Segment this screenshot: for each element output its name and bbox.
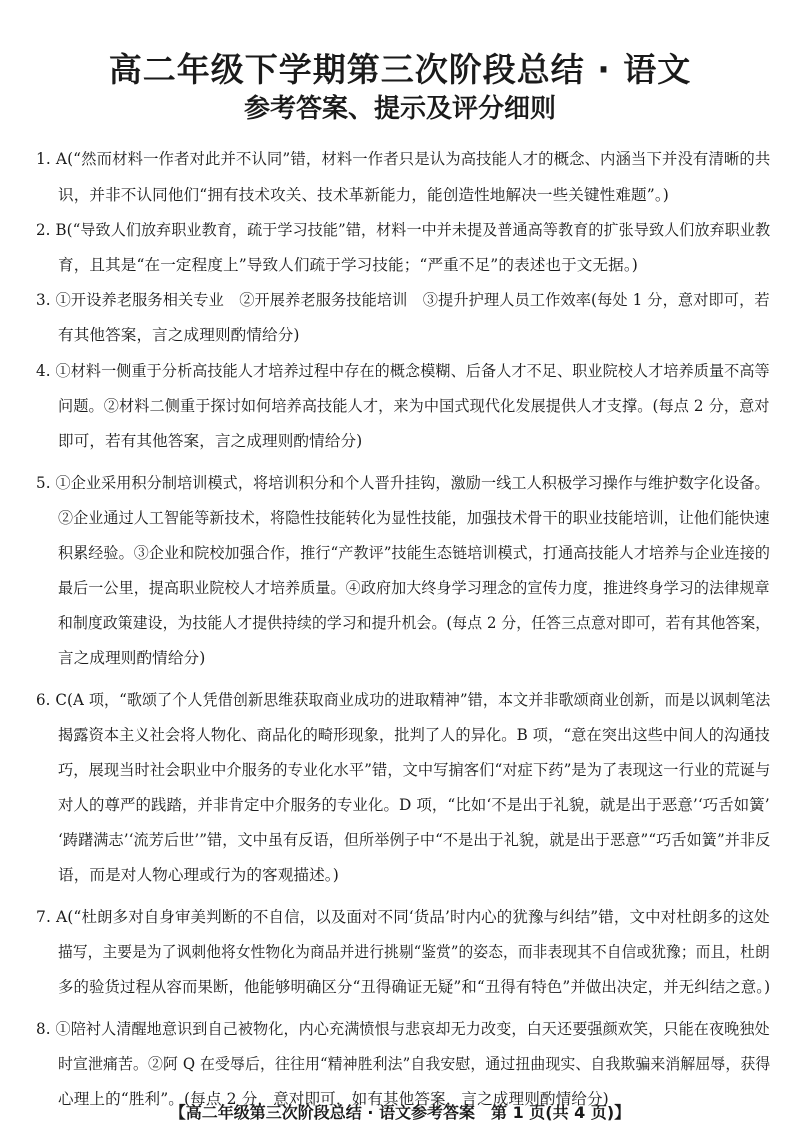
answer-line: ‘踌躇满志’‘流芳后世’”错，文中虽有反语，但所举例子中“不是出于礼貌，就是出于恶意”“巧舌如簧”并非反: [58, 831, 771, 849]
answer-line: 问题。②材料二侧重于探讨如何培养高技能人才，来为中国式现代化发展提供人才支撑。(每点 2 分，意对: [58, 397, 770, 415]
answer-line: 识，并非不认同他们“拥有技术攻关、技术革新能力，能创造性地解决一些关键性难题”。): [58, 186, 669, 204]
answer-line: 最后一公里，提高职业院校人才培养质量。④政府加大终身学习理念的宣传力度，推进终身学习的法律规章: [58, 579, 770, 597]
answer-line: 对人的尊严的践踏，并非肯定中介服务的专业化。D 项，“比如‘不是出于礼貌，就是出于恶意’‘巧舌如簧’: [58, 796, 770, 814]
answer-line: 多的验货过程从容而果断，他能够明确区分“丑得确证无疑”和“丑得有特色”并做出决定，并无纠结之意。): [58, 978, 771, 996]
page-footer: 【高二年级第三次阶段总结 · 语文参考答案 第 1 页(共 4 页)】: [169, 1103, 631, 1122]
answer-line: 语，而是对人物心理或行为的客观描述。): [58, 866, 339, 884]
answer-line: 描写，主要是为了讽刺他将女性物化为商品并进行挑剔“鉴赏”的姿态，而非表现其不自信或犹豫；而且，杜朗: [58, 943, 770, 961]
answer-line: 5. ①企业采用积分制培训模式，将培训积分和个人晋升挂钩，激励一线工人积极学习操作与维护数字化设备。: [36, 474, 770, 492]
answer-line: 即可，若有其他答案，言之成理则酌情给分): [58, 432, 363, 450]
page-subtitle: 参考答案、提示及评分细则: [243, 94, 556, 124]
answer-line: 积累经验。③企业和院校加强合作，推行“产教评”技能生态链培训模式，打通高技能人才培养与企业连接的: [58, 544, 771, 562]
answer-line: 言之成理则酌情给分): [58, 649, 206, 667]
answer-line: 6. C(A 项，“歌颂了个人凭借创新思维获取商业成功的进取精神”错，本文并非歌颂商业创新，而是以讽刺笔法: [36, 691, 771, 709]
answer-line: 巧，展现当时社会职业中介服务的专业化水平”错，文中写掮客们“对症下药”是为了表现这一行业的荒诞与: [58, 761, 771, 779]
answer-line: 2. B(“导致人们放弃职业教育，疏于学习技能”错，材料一中并未提及普通高等教育的扩张导致人们放弃职业教: [36, 221, 771, 239]
answer-line: 8. ①陪衬人清醒地意识到自己被物化，内心充满愤恨与悲哀却无力改变，白天还要强颜欢笑，只能在夜晚独处: [36, 1020, 770, 1038]
answer-line: 7. A(“杜朗多对自身审美判断的不自信，以及面对不同‘货品’时内心的犹豫与纠结”错，文中对杜朗多的这处: [36, 908, 770, 926]
answer-line: 1. A(“然而材料一作者对此并不认同”错，材料一作者只是认为高技能人才的概念、内涵当下并没有清晰的共: [36, 150, 771, 168]
answer-line: 有其他答案，言之成理则酌情给分): [58, 326, 300, 344]
answer-line: ②企业通过人工智能等新技术，将隐性技能转化为显性技能，加强技术骨干的职业技能培训，让他们能快速: [58, 509, 770, 527]
answer-line: 时宣泄痛苦。②阿 Q 在受辱后，往往用“精神胜利法”自我安慰，通过扭曲现实、自我欺骗来消解屈辱，获得: [58, 1055, 771, 1073]
answer-line: 育，且其是“在一定程度上”导致人们疏于学习技能；“严重不足”的表述也于文无据。): [58, 256, 638, 274]
answer-line: 4. ①材料一侧重于分析高技能人才培养过程中存在的概念模糊、后备人才不足、职业院校人才培养质量不高等: [36, 362, 770, 380]
answer-line: 3. ①开设养老服务相关专业 ②开展养老服务技能培训 ③提升护理人员工作效率(每处 1 分，意对即可，若: [36, 291, 770, 309]
answer-line: 和制度政策建设，为技能人才提供持续的学习和提升机会。(每点 2 分，任答三点意对即可，若有其他答案，: [58, 614, 771, 632]
answer-line: 揭露资本主义社会将人物化、商品化的畸形现象，批判了人的异化。B 项，“意在突出这些中间人的沟通技: [58, 726, 770, 744]
page-title: 高二年级下学期第三次阶段总结 · 语文: [108, 50, 692, 89]
answer-line: 心理上的“胜利”。(每点 2 分，意对即可，如有其他答案，言之成理则酌情给分): [58, 1090, 609, 1108]
